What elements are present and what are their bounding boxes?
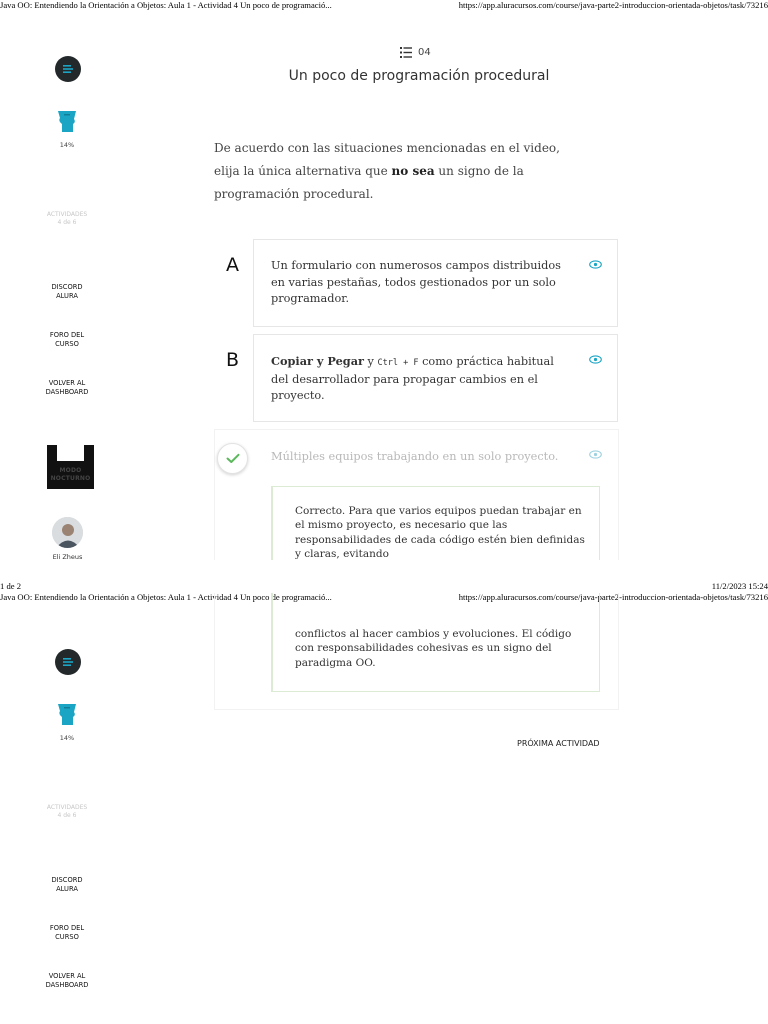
option-c-text: Múltiples equipos trabajando en un solo proyecto.	[271, 450, 559, 463]
forum-link[interactable]: FORO DEL CURSO	[49, 924, 85, 941]
next-activity-link[interactable]: PRÓXIMA ACTIVIDAD	[517, 739, 600, 748]
print-title: Java OO: Entendiendo la Orientación a Objetos: Aula 1 - Actividad 4 Un poco de programació...	[0, 0, 332, 10]
list-icon	[400, 47, 412, 58]
dashboard-link[interactable]: VOLVER AL DASHBOARD	[45, 379, 89, 396]
eye-icon[interactable]	[589, 450, 602, 459]
eye-icon[interactable]	[589, 260, 602, 269]
print-page-number: 1 de 2	[0, 581, 22, 591]
print-datetime: 11/2/2023 15:24	[711, 581, 768, 591]
progress-trophy-icon	[56, 703, 78, 727]
option-b-letter: B	[226, 349, 240, 371]
menu-lines-icon	[61, 656, 75, 668]
page-2	[0, 593, 768, 1024]
progress-percent: 14%	[59, 141, 75, 149]
activities-counter: ACTIVIDADES 4 de 6	[46, 211, 88, 226]
option-b-text: Copiar y Pegar y Ctrl + F como práctica habitual del desarrollador para propagar cambios en el proyecto.	[271, 354, 554, 402]
user-avatar-icon	[52, 517, 83, 548]
option-a-text: Un formulario con numerosos campos distribuidos en varias pestañas, todos gestionados por un solo programador.	[271, 259, 561, 305]
sidebar	[0, 593, 134, 1024]
activity-title: Un poco de programación procedural	[288, 68, 550, 84]
question-text: De acuerdo con las situaciones mencionadas en el video, elija la única alternativa que no sea un signo de la programación procedural.	[214, 141, 560, 201]
user-name: Eli Zheus	[52, 553, 83, 560]
option-a-letter: A	[226, 254, 239, 276]
print-url: https://app.aluracursos.com/course/java-parte2-introduccion-orientada-objetos/task/73216	[458, 592, 768, 602]
feedback-text-1: Correcto. Para que varios equipos puedan trabajar en el mismo proyecto, es necesario que las responsabilidades de cada código estén bien definidas y claras, evitando	[295, 505, 585, 560]
menu-logo-button[interactable]	[55, 649, 81, 675]
activity-number: 04	[400, 47, 431, 58]
progress-percent: 14%	[59, 734, 75, 742]
activities-counter: ACTIVIDADES 4 de 6	[46, 804, 88, 819]
menu-lines-icon	[61, 63, 75, 75]
dashboard-link[interactable]: VOLVER AL DASHBOARD	[45, 972, 89, 989]
eye-icon[interactable]	[589, 355, 602, 364]
night-mode-toggle[interactable]: MODO NOCTURNO	[47, 445, 94, 489]
print-url: https://app.aluracursos.com/course/java-parte2-introduccion-orientada-objetos/task/73216	[458, 0, 768, 10]
avatar[interactable]	[52, 517, 83, 548]
feedback-text-2: conflictos al hacer cambios y evoluciones. El código con responsabilidades cohesivas es un signo del paradigma OO.	[295, 628, 572, 669]
discord-link[interactable]: DISCORD ALURA	[51, 283, 83, 300]
menu-logo-button[interactable]	[55, 56, 81, 82]
sidebar	[0, 0, 134, 560]
discord-link[interactable]: DISCORD ALURA	[51, 876, 83, 893]
forum-link[interactable]: FORO DEL CURSO	[49, 331, 85, 348]
progress-trophy-icon	[56, 110, 78, 134]
correct-check-icon	[217, 443, 248, 474]
print-title: Java OO: Entendiendo la Orientación a Objetos: Aula 1 - Actividad 4 Un poco de programació...	[0, 592, 332, 602]
